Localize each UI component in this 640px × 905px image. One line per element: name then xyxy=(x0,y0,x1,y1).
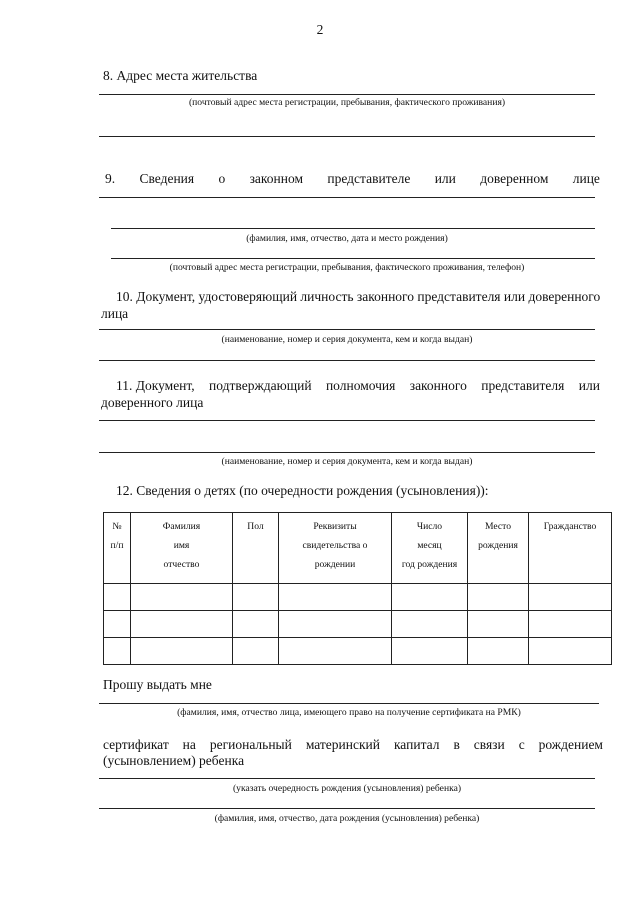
children-table-header-cell xyxy=(468,513,529,584)
table-cell[interactable] xyxy=(529,611,612,638)
table-cell[interactable] xyxy=(468,611,529,638)
request-hint-2: (указать очередность рождения (усыновления) ребенка) xyxy=(232,783,462,794)
request-line-2: (усыновлением) ребенка xyxy=(103,753,245,768)
section-9-title-word: о xyxy=(218,171,226,186)
section-9-title-word: лице xyxy=(572,171,600,186)
header-text: Фамилия xyxy=(162,521,201,532)
header-text: Место xyxy=(484,521,512,532)
request-hint-1: (фамилия, имя, отчество лица, имеющего право на получение сертификата на РМК) xyxy=(177,707,521,718)
children-table-header-cell xyxy=(529,513,612,584)
request-input-line-2[interactable] xyxy=(99,778,595,779)
table-cell[interactable] xyxy=(392,584,468,611)
request-line-1-word: в xyxy=(453,737,460,752)
section-12-title: 12. Сведения о детях (по очередности рождения (усыновления)): xyxy=(116,483,489,498)
section-9-title-word: представителе xyxy=(327,171,411,186)
children-table-header-cell xyxy=(104,513,131,584)
table-row xyxy=(104,611,612,638)
request-title: Прошу выдать мне xyxy=(103,677,212,692)
section-9-title-word: или xyxy=(434,171,456,186)
header-text: свидетельства о xyxy=(302,540,368,551)
header-text: п/п xyxy=(110,540,124,551)
request-line-1-word: материнский xyxy=(305,737,380,752)
table-cell[interactable] xyxy=(104,584,131,611)
request-hint-3: (фамилия, имя, отчество, дата рождения (усыновления) ребенка) xyxy=(214,813,480,824)
table-cell[interactable] xyxy=(131,584,233,611)
header-text: рождения xyxy=(478,540,518,551)
header-text: Гражданство xyxy=(543,521,597,532)
request-line-1-word: с xyxy=(518,737,525,752)
section-11-line-1-word: подтверждающий xyxy=(209,378,312,393)
header-text: год рождения xyxy=(401,559,458,570)
section-10-line-2: лица xyxy=(101,306,129,321)
section-9-hint-1: (фамилия, имя, отчество, дата и место рождения) xyxy=(246,233,448,244)
section-9-input-line-3[interactable] xyxy=(111,258,595,259)
section-11-line-2: доверенного лица xyxy=(101,395,204,410)
header-text: отчество xyxy=(163,559,200,570)
request-line-1-word: сертификат xyxy=(103,737,169,752)
table-cell[interactable] xyxy=(392,611,468,638)
section-11-line-1-word: 11. Документ, xyxy=(116,378,195,393)
table-cell[interactable] xyxy=(529,638,612,665)
section-9-title xyxy=(105,171,600,187)
section-9-title-word: 9. xyxy=(105,171,116,186)
section-9-title-word: Сведения xyxy=(139,171,195,186)
children-table-header-cell xyxy=(392,513,468,584)
section-11-input-line-2[interactable] xyxy=(99,452,595,453)
request-line-1-word: капитал xyxy=(393,737,440,752)
table-cell[interactable] xyxy=(529,584,612,611)
request-line-1-word: региональный xyxy=(209,737,292,752)
section-11-line-1 xyxy=(116,378,600,394)
table-cell[interactable] xyxy=(279,638,392,665)
section-11-line-1-word: представителя xyxy=(481,378,565,393)
children-table-header-cell xyxy=(279,513,392,584)
section-11-line-1-word: полномочия xyxy=(325,378,396,393)
table-cell[interactable] xyxy=(233,611,279,638)
header-text: Число xyxy=(416,521,443,532)
table-cell[interactable] xyxy=(104,638,131,665)
request-line-1-word: рождением xyxy=(538,737,603,752)
table-cell[interactable] xyxy=(233,584,279,611)
table-cell[interactable] xyxy=(131,611,233,638)
children-table xyxy=(103,512,612,665)
section-10-hint: (наименование, номер и серия документа, кем и когда выдан) xyxy=(221,334,473,345)
children-table-header xyxy=(104,513,612,584)
section-8-input-line-1[interactable] xyxy=(99,94,595,95)
section-10-line-1: 10. Документ, удостоверяющий личность законного представителя или доверенного xyxy=(116,289,601,304)
table-row xyxy=(104,638,612,665)
table-cell[interactable] xyxy=(104,611,131,638)
request-line-1-word: на xyxy=(182,737,196,752)
section-10-input-line-1[interactable] xyxy=(99,329,595,330)
section-9-title-word: законном xyxy=(249,171,304,186)
request-line-1-word: связи xyxy=(473,737,505,752)
children-table-header-cell xyxy=(233,513,279,584)
header-text: № xyxy=(112,521,122,532)
section-11-input-line-1[interactable] xyxy=(99,420,595,421)
request-input-line-1[interactable] xyxy=(99,703,599,704)
section-9-title-word: доверенном xyxy=(480,171,549,186)
section-8-input-line-2[interactable] xyxy=(99,136,595,137)
section-8-title: 8. Адрес места жительства xyxy=(103,68,258,83)
request-input-line-3[interactable] xyxy=(99,808,595,809)
section-11-line-1-word: или xyxy=(578,378,600,393)
section-11-hint: (наименование, номер и серия документа, кем и когда выдан) xyxy=(221,456,473,467)
header-text: месяц xyxy=(417,540,442,551)
table-row xyxy=(104,584,612,611)
section-11-line-1-word: законного xyxy=(409,378,467,393)
section-9-hint-2: (почтовый адрес места регистрации, пребывания, фактического проживания, телефон) xyxy=(169,262,525,273)
table-cell[interactable] xyxy=(233,638,279,665)
table-cell[interactable] xyxy=(468,638,529,665)
request-line-1 xyxy=(103,737,603,753)
section-8-hint: (почтовый адрес места регистрации, пребывания, фактического проживания) xyxy=(188,97,506,108)
table-cell[interactable] xyxy=(392,638,468,665)
header-text: имя xyxy=(173,540,190,551)
section-9-input-line-1[interactable] xyxy=(99,197,595,198)
table-cell[interactable] xyxy=(279,611,392,638)
header-text: рождении xyxy=(314,559,356,570)
header-text: Реквизиты xyxy=(313,521,357,532)
table-cell[interactable] xyxy=(468,584,529,611)
page-number: 2 xyxy=(316,22,324,37)
section-9-input-line-2[interactable] xyxy=(111,228,595,229)
header-text: Пол xyxy=(247,521,264,532)
table-cell[interactable] xyxy=(279,584,392,611)
children-table-header-cell xyxy=(131,513,233,584)
section-10-input-line-2[interactable] xyxy=(99,360,595,361)
table-cell[interactable] xyxy=(131,638,233,665)
